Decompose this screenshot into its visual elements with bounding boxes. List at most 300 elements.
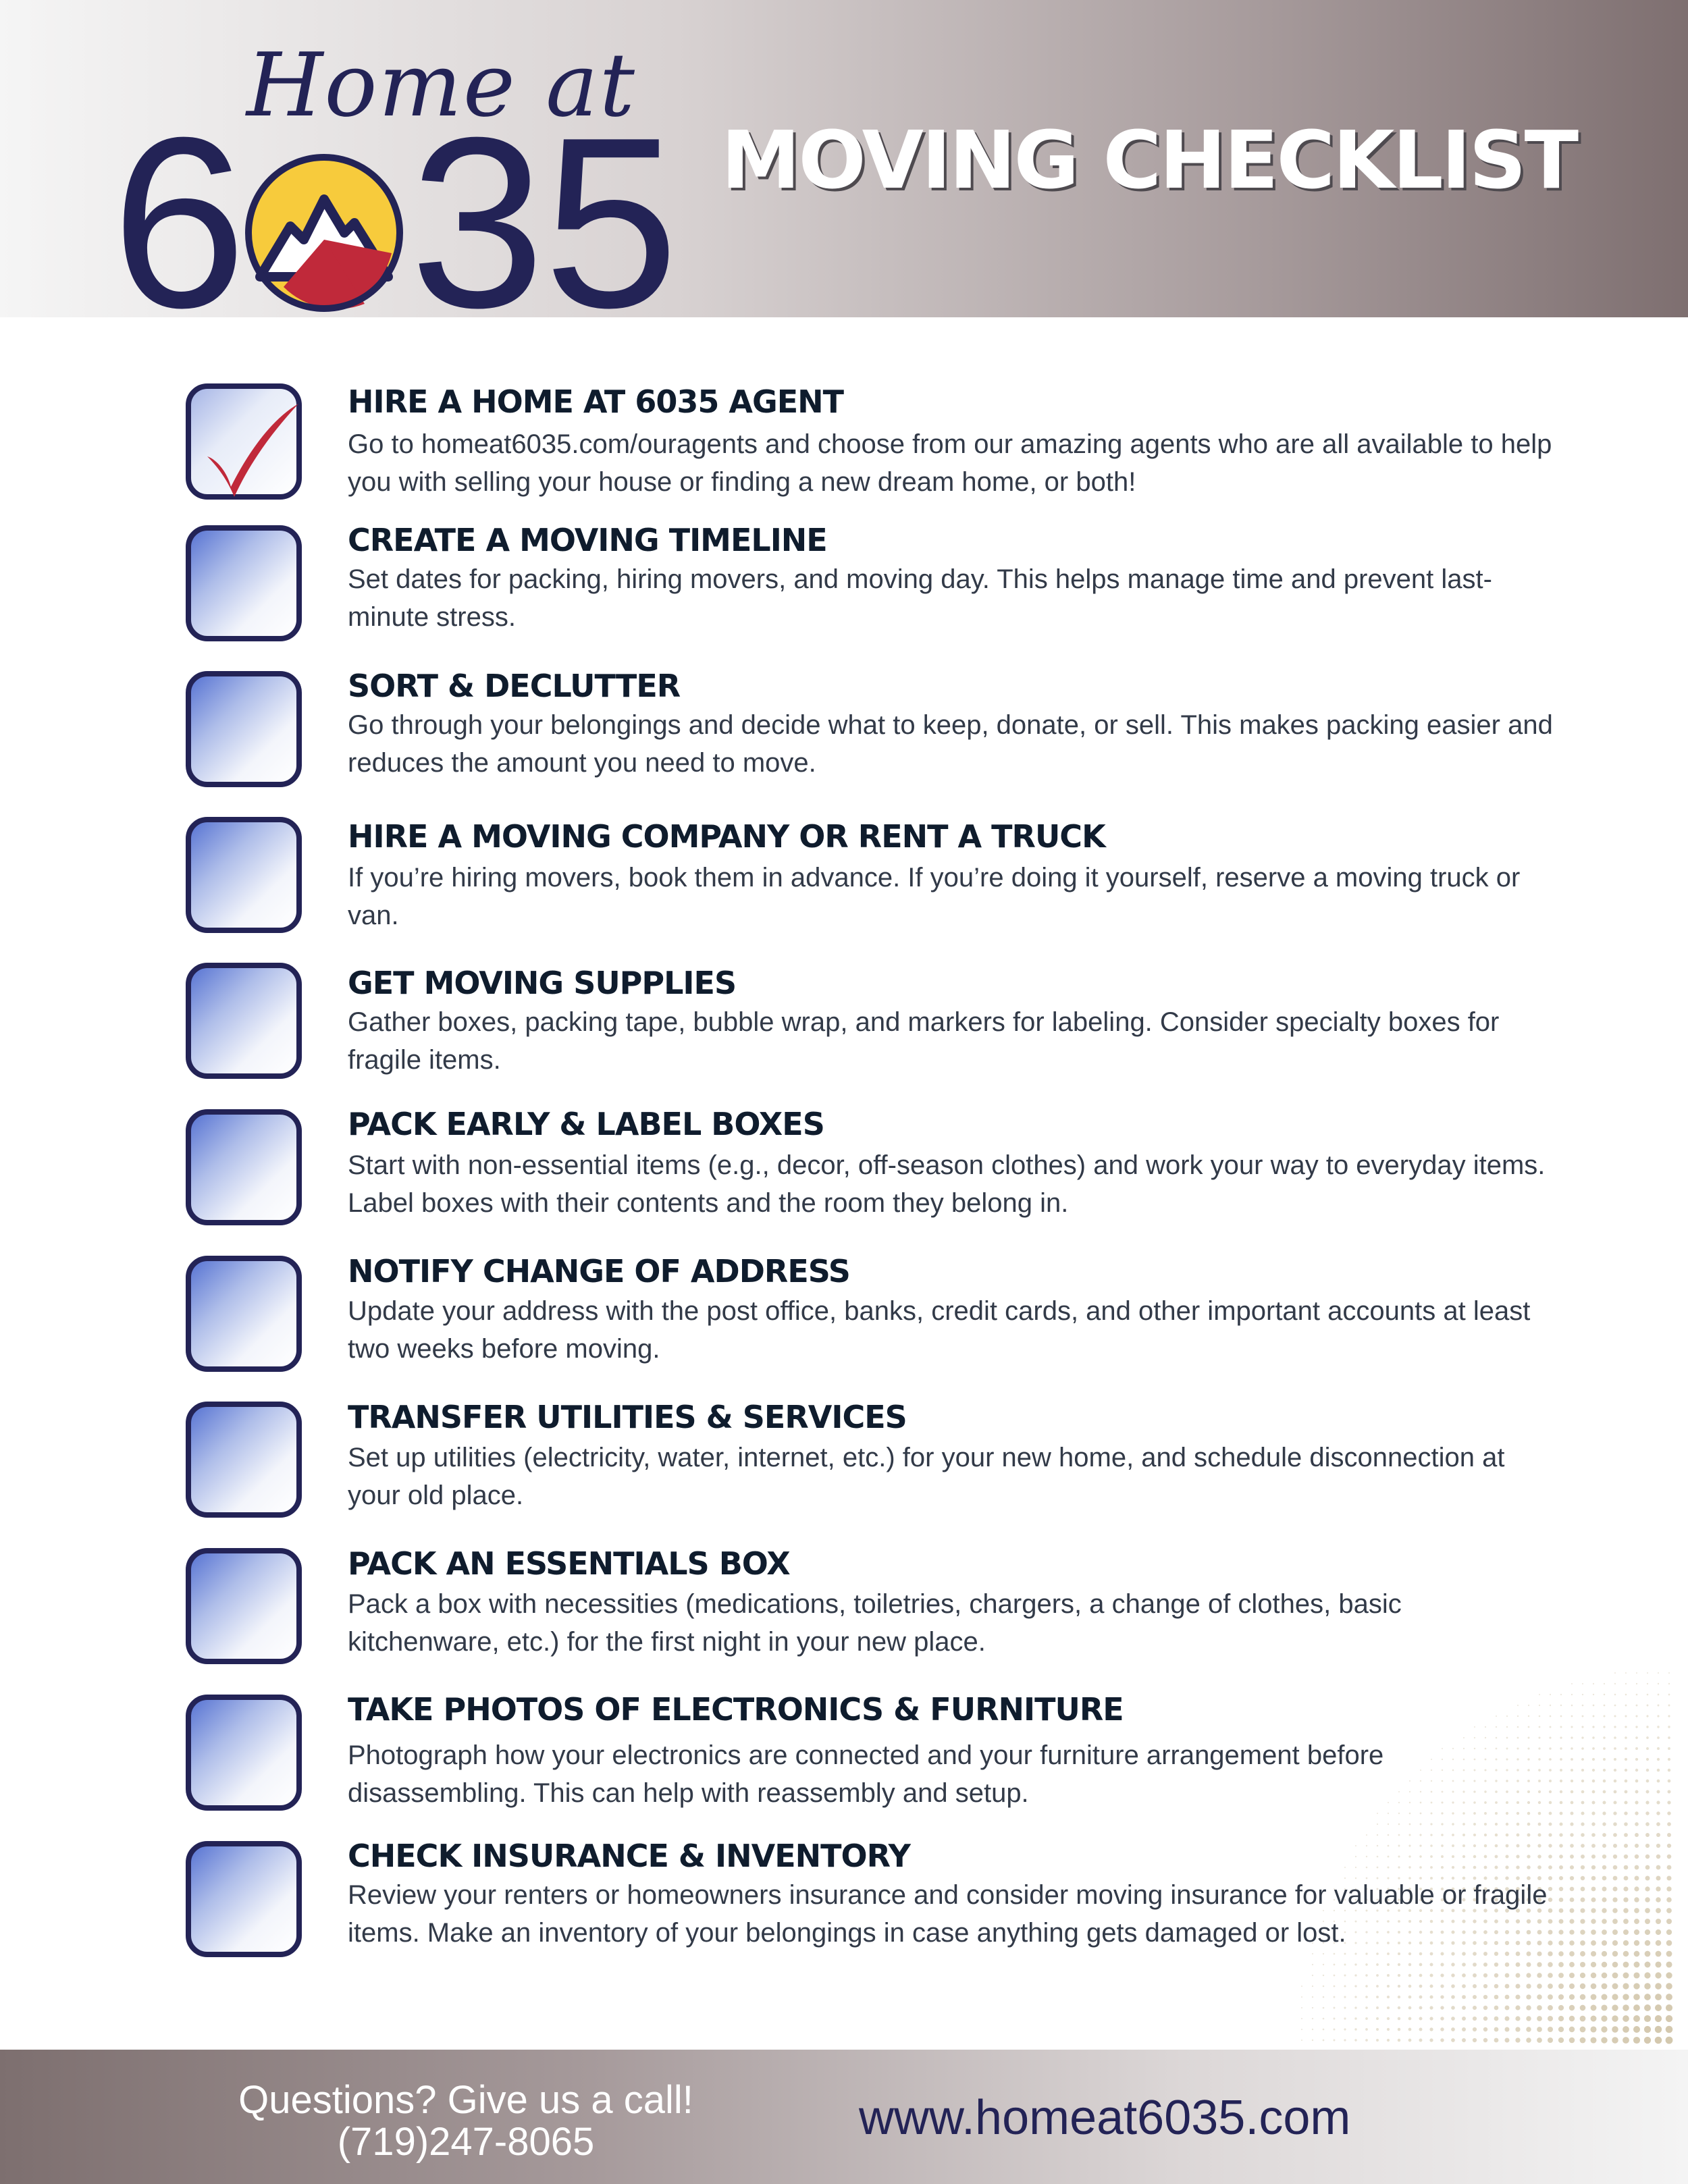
- dot: [1419, 2039, 1423, 2042]
- dot: [1559, 1909, 1564, 1913]
- dot: [1634, 1897, 1639, 1902]
- dot: [1494, 1963, 1498, 1967]
- dot: [1646, 1726, 1648, 1728]
- dot: [1506, 1715, 1508, 1717]
- dot: [1419, 2017, 1423, 2021]
- dot: [1612, 1919, 1618, 1924]
- dot: [1483, 1984, 1487, 1988]
- dot: [1625, 1726, 1627, 1728]
- dot: [1570, 1833, 1573, 1836]
- dot: [1398, 1985, 1400, 1988]
- dot: [1645, 1929, 1650, 1935]
- dot: [1570, 1822, 1573, 1826]
- dot: [1602, 1951, 1607, 1956]
- dot: [1473, 1866, 1477, 1869]
- dot: [1645, 1919, 1650, 1924]
- dot: [1419, 1996, 1423, 1999]
- dot: [1559, 1833, 1562, 1836]
- dot: [1656, 1919, 1661, 1924]
- dot: [1504, 2037, 1509, 2042]
- dot: [1614, 1683, 1616, 1684]
- dot: [1483, 1973, 1487, 1977]
- dot: [1527, 1823, 1531, 1826]
- dot: [1429, 2038, 1433, 2042]
- dot: [1570, 1887, 1575, 1892]
- dot: [1658, 1694, 1660, 1696]
- dot: [1515, 2037, 1520, 2042]
- dot: [1441, 1844, 1444, 1847]
- dot: [1612, 2015, 1618, 2021]
- dot: [1656, 1822, 1660, 1826]
- dot: [1537, 1855, 1541, 1858]
- dot: [1591, 1983, 1597, 1990]
- dot: [1354, 2028, 1356, 2030]
- dot: [1592, 1747, 1595, 1750]
- dot: [1537, 1973, 1541, 1977]
- dot: [1539, 1715, 1541, 1717]
- dot: [1451, 2027, 1455, 2031]
- dot: [1398, 1813, 1400, 1814]
- dot: [1516, 1823, 1520, 1826]
- dot: [1624, 1876, 1629, 1881]
- dot: [1668, 1758, 1670, 1761]
- dot: [1387, 1963, 1390, 1966]
- dot: [1569, 2005, 1575, 2010]
- dot: [1462, 1952, 1466, 1956]
- dot: [1591, 1811, 1595, 1815]
- dot: [1527, 1812, 1530, 1815]
- dot: [1398, 2039, 1400, 2042]
- dot: [1591, 1865, 1595, 1869]
- dot: [1462, 1823, 1465, 1826]
- dot: [1440, 1952, 1444, 1955]
- dot: [1334, 1975, 1336, 1977]
- contact-text: [223, 2079, 709, 2163]
- dot: [1323, 1964, 1324, 1965]
- dot: [1559, 1898, 1564, 1902]
- dot: [1635, 1790, 1639, 1794]
- dot: [1506, 1823, 1508, 1826]
- dot: [1355, 1845, 1356, 1846]
- checkbox[interactable]: [186, 1256, 302, 1372]
- dot: [1355, 1856, 1356, 1857]
- dot: [1419, 1866, 1422, 1869]
- item-title: CHECK INSURANCE & INVENTORY: [348, 1838, 910, 1874]
- dot: [1344, 2039, 1346, 2041]
- dot: [1451, 1984, 1455, 1988]
- dot: [1581, 1811, 1584, 1815]
- dot: [1387, 2006, 1390, 2009]
- dot: [1655, 1994, 1662, 2000]
- dot: [1558, 1973, 1564, 1978]
- dot: [1646, 1769, 1649, 1772]
- dot: [1657, 1780, 1660, 1783]
- dot: [1452, 1834, 1454, 1836]
- item-title: NOTIFY CHANGE OF ADDRESS: [348, 1253, 850, 1289]
- dot: [1365, 1974, 1367, 1976]
- dot: [1612, 1983, 1618, 1990]
- dot: [1657, 1715, 1659, 1717]
- dot: [1570, 1909, 1575, 1913]
- dot: [1647, 1683, 1648, 1684]
- dot: [1539, 1694, 1540, 1695]
- dot: [1624, 1811, 1627, 1815]
- dot: [1441, 1834, 1444, 1836]
- dot: [1473, 2006, 1477, 2010]
- dot: [1559, 1844, 1563, 1848]
- dot: [1387, 1996, 1390, 1998]
- dot: [1666, 1875, 1671, 1880]
- dot: [1398, 1952, 1400, 1955]
- checkmark-icon: [201, 396, 302, 497]
- dot: [1376, 1985, 1379, 1988]
- dot: [1376, 1974, 1379, 1977]
- dot: [1473, 2027, 1477, 2031]
- checkbox[interactable]: [186, 671, 302, 787]
- dot: [1634, 1951, 1640, 1957]
- dot: [1656, 1855, 1660, 1859]
- item-title: CREATE A MOVING TIMELINE: [348, 522, 827, 558]
- item-description: Gather boxes, packing tape, bubble wrap, and markers for labeling. Consider specialty boxes for fragile items.: [348, 1007, 1500, 1075]
- dot: [1570, 1898, 1575, 1902]
- dot: [1592, 1726, 1594, 1728]
- dot: [1569, 1983, 1575, 1989]
- dot: [1452, 1823, 1454, 1826]
- dot: [1558, 2027, 1564, 2032]
- dot: [1603, 1780, 1606, 1782]
- dot: [1366, 1856, 1367, 1857]
- dot: [1591, 1908, 1595, 1913]
- dot: [1645, 1908, 1650, 1913]
- dot: [1376, 1963, 1379, 1966]
- dot: [1602, 1897, 1606, 1902]
- dot: [1633, 2026, 1640, 2033]
- item-description: Go through your belongings and decide what to keep, donate, or sell. This makes packing easier and reduces the amount you need to move.: [348, 710, 1553, 778]
- dot: [1301, 2018, 1302, 2019]
- dot: [1505, 1865, 1508, 1869]
- dot: [1634, 1929, 1639, 1935]
- dot: [1462, 1844, 1465, 1847]
- dot: [1623, 1994, 1629, 2000]
- dot: [1625, 1747, 1627, 1750]
- dot: [1451, 1973, 1454, 1977]
- dot: [1635, 1844, 1639, 1848]
- checkbox[interactable]: [186, 1695, 302, 1811]
- dot: [1398, 1834, 1400, 1836]
- dot: [1440, 1984, 1444, 1988]
- dot: [1429, 1984, 1433, 1988]
- dot: [1537, 1833, 1541, 1836]
- dot: [1560, 1790, 1562, 1793]
- dot: [1387, 1985, 1390, 1988]
- dot: [1376, 2017, 1379, 2020]
- dot: [1494, 1984, 1499, 1989]
- dot: [1645, 1811, 1649, 1815]
- dot: [1592, 1790, 1595, 1794]
- dot: [1656, 1929, 1661, 1935]
- dot: [1581, 1801, 1585, 1805]
- item-description: Set dates for packing, hiring movers, and moving day. This helps manage time and prevent last-minute stress.: [348, 564, 1492, 632]
- dot: [1494, 2027, 1499, 2032]
- dot: [1301, 2007, 1302, 2008]
- contact-phone[interactable]: (719)247-8065: [337, 2120, 595, 2164]
- dot: [1526, 2016, 1531, 2021]
- dot: [1634, 1886, 1639, 1891]
- dot: [1430, 1974, 1433, 1977]
- dot: [1537, 1962, 1541, 1967]
- dot: [1312, 1953, 1313, 1954]
- dot: [1666, 1951, 1672, 1957]
- dot: [1430, 1866, 1433, 1869]
- dot: [1494, 1952, 1498, 1956]
- dot: [1558, 1983, 1564, 1989]
- dot: [1462, 1834, 1465, 1836]
- dot: [1430, 1823, 1432, 1825]
- dot: [1496, 1715, 1497, 1717]
- dot: [1624, 1801, 1627, 1804]
- dot: [1580, 1919, 1585, 1923]
- dot: [1636, 1683, 1637, 1684]
- dot: [1613, 1801, 1616, 1804]
- dot: [1377, 1823, 1378, 1825]
- dot: [1506, 1726, 1508, 1728]
- dot: [1646, 1736, 1649, 1739]
- dot: [1580, 1951, 1585, 1956]
- dot: [1334, 1986, 1336, 1988]
- checkbox[interactable]: [186, 963, 302, 1079]
- dot: [1334, 2007, 1336, 2009]
- dot: [1623, 1929, 1629, 1935]
- dot: [1323, 1953, 1324, 1954]
- dot: [1387, 1974, 1390, 1977]
- dot: [1528, 1715, 1529, 1717]
- dot: [1580, 1994, 1586, 2000]
- dot: [1633, 1994, 1640, 2000]
- dot: [1548, 1855, 1552, 1859]
- dot: [1656, 1951, 1662, 1957]
- dot: [1366, 1867, 1368, 1869]
- checkbox[interactable]: [186, 525, 302, 641]
- dot: [1398, 2006, 1400, 2009]
- dot: [1635, 1822, 1639, 1826]
- dot: [1429, 2006, 1433, 2009]
- dot: [1656, 1876, 1661, 1881]
- decorative-dot-pattern: [1296, 1668, 1674, 2046]
- dot: [1419, 1985, 1423, 1988]
- dot: [1462, 2027, 1466, 2031]
- dot: [1624, 1822, 1628, 1826]
- dot: [1591, 1940, 1596, 1946]
- dot: [1644, 2026, 1651, 2033]
- dot: [1473, 2038, 1477, 2042]
- dot: [1440, 1973, 1444, 1977]
- dot: [1569, 1919, 1574, 1923]
- dot: [1604, 1715, 1606, 1717]
- dot: [1312, 2029, 1313, 2030]
- checkbox[interactable]: [186, 1841, 302, 1957]
- dot: [1602, 1908, 1606, 1913]
- website-link[interactable]: www.homeat6035.com: [859, 2091, 1351, 2145]
- dot: [1526, 1983, 1531, 1988]
- dot: [1452, 1855, 1454, 1858]
- dot: [1667, 1822, 1671, 1826]
- dot: [1657, 1769, 1660, 1772]
- dot: [1658, 1683, 1659, 1684]
- dot: [1430, 1952, 1433, 1956]
- dot: [1496, 1726, 1497, 1728]
- dot: [1548, 1865, 1552, 1869]
- dot: [1408, 1963, 1411, 1966]
- dot: [1657, 1747, 1660, 1750]
- dot: [1645, 1844, 1650, 1848]
- mountain-sun-icon: [243, 152, 405, 314]
- dot: [1646, 1715, 1648, 1717]
- dot: [1559, 1822, 1562, 1826]
- dot: [1409, 1823, 1411, 1826]
- dot: [1667, 1811, 1670, 1815]
- dot: [1483, 2038, 1488, 2043]
- dot: [1398, 1855, 1400, 1857]
- dot: [1581, 1726, 1583, 1728]
- dot: [1354, 1996, 1356, 1998]
- dot: [1570, 1865, 1574, 1869]
- dot: [1516, 1865, 1519, 1869]
- dot: [1537, 2027, 1542, 2032]
- dot: [1365, 2028, 1368, 2031]
- dot: [1376, 2039, 1379, 2042]
- dot: [1526, 1994, 1531, 1999]
- dot: [1582, 1694, 1583, 1695]
- dot: [1647, 1672, 1648, 1674]
- dot: [1419, 1844, 1421, 1846]
- dot: [1388, 1823, 1389, 1825]
- dot: [1495, 1823, 1498, 1826]
- dot: [1623, 1886, 1628, 1891]
- dot: [1334, 2029, 1336, 2031]
- dot: [1580, 2027, 1586, 2033]
- dot: [1614, 1705, 1616, 1707]
- dot: [1623, 1951, 1629, 1957]
- checkbox[interactable]: [186, 1548, 302, 1664]
- dot: [1571, 1715, 1573, 1717]
- dot: [1538, 1823, 1541, 1826]
- dot: [1625, 1683, 1627, 1684]
- item-title: TRANSFER UTILITIES & SERVICES: [348, 1399, 907, 1435]
- dot: [1516, 1973, 1521, 1978]
- dot: [1419, 1963, 1423, 1967]
- checkbox[interactable]: [186, 1109, 302, 1225]
- dot: [1440, 2006, 1444, 2009]
- logo-script-text: Home at: [246, 34, 636, 136]
- dot: [1666, 2004, 1672, 2011]
- checkbox[interactable]: [186, 383, 302, 500]
- dot: [1354, 2039, 1356, 2041]
- dot: [1473, 1823, 1476, 1826]
- dot: [1494, 1973, 1498, 1977]
- dot: [1645, 1833, 1650, 1837]
- dot: [1473, 1984, 1477, 1988]
- dot: [1560, 1812, 1563, 1815]
- item-title: HIRE A MOVING COMPANY OR RENT A TRUCK: [348, 818, 1105, 855]
- checkbox[interactable]: [186, 817, 302, 933]
- dot: [1473, 1952, 1477, 1956]
- dot: [1580, 1908, 1585, 1913]
- dot: [1558, 2037, 1564, 2043]
- dot: [1655, 2026, 1662, 2033]
- dot: [1645, 1962, 1651, 1968]
- dot: [1612, 2037, 1618, 2044]
- dot: [1550, 1694, 1551, 1695]
- dot: [1548, 2037, 1553, 2043]
- dot: [1344, 2006, 1346, 2008]
- dot: [1558, 2016, 1564, 2021]
- dot: [1645, 1886, 1650, 1891]
- dot: [1462, 1812, 1465, 1815]
- dot: [1429, 2017, 1433, 2020]
- dot: [1408, 1974, 1411, 1977]
- dot: [1495, 1812, 1498, 1815]
- dot: [1548, 2016, 1553, 2021]
- dot: [1550, 1726, 1552, 1728]
- dot: [1312, 1964, 1313, 1965]
- dot: [1559, 1855, 1563, 1859]
- dot: [1441, 1812, 1443, 1814]
- dot: [1354, 1974, 1356, 1976]
- dot: [1581, 1876, 1585, 1880]
- dot: [1494, 2006, 1499, 2010]
- dot: [1354, 2017, 1356, 2019]
- dot: [1344, 1867, 1346, 1868]
- checkbox[interactable]: [186, 1402, 302, 1518]
- dot: [1614, 1758, 1616, 1761]
- dot: [1312, 1986, 1313, 1987]
- dot: [1548, 1973, 1553, 1978]
- dot: [1484, 1823, 1487, 1826]
- dot: [1344, 2028, 1346, 2030]
- dot: [1666, 1908, 1672, 1913]
- dot: [1430, 1844, 1433, 1847]
- dot: [1570, 1855, 1574, 1859]
- logo-digit-6: 6: [111, 87, 247, 358]
- item-title: PACK EARLY & LABEL BOXES: [348, 1106, 824, 1142]
- dot: [1625, 1780, 1628, 1783]
- dot: [1526, 2037, 1531, 2043]
- dot: [1633, 1972, 1639, 1978]
- dot: [1528, 1705, 1529, 1706]
- dot: [1623, 2004, 1629, 2011]
- dot: [1539, 1705, 1540, 1706]
- dot: [1560, 1769, 1562, 1772]
- dot: [1365, 2006, 1368, 2009]
- dot: [1602, 1865, 1606, 1869]
- dot: [1558, 1994, 1564, 2000]
- dot: [1452, 1844, 1454, 1847]
- dot: [1602, 1833, 1606, 1837]
- dot: [1667, 1801, 1670, 1804]
- dot: [1570, 1876, 1574, 1880]
- dot: [1409, 1834, 1411, 1836]
- dot: [1334, 1964, 1336, 1966]
- dot: [1334, 1996, 1336, 1998]
- dot: [1408, 1866, 1410, 1868]
- dot: [1550, 1705, 1551, 1706]
- dot: [1301, 1996, 1302, 1998]
- dot: [1614, 1726, 1616, 1728]
- dot: [1612, 1994, 1618, 2000]
- logo-digit-3: 3: [410, 87, 546, 358]
- dot: [1537, 1994, 1542, 2000]
- dot: [1593, 1705, 1595, 1707]
